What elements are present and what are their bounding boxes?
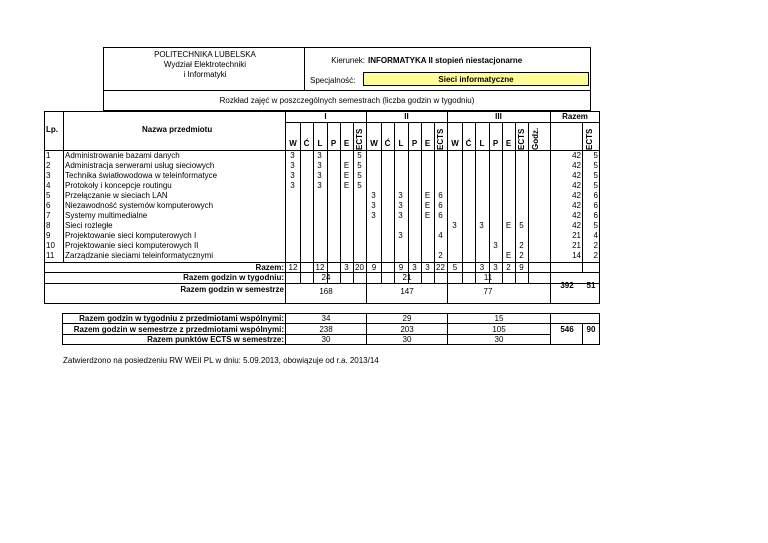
row-s1-ects: 5	[357, 151, 362, 160]
row-s2-w: 3	[371, 211, 376, 220]
row-lp: 2	[46, 161, 51, 170]
col-sem2: II	[404, 112, 409, 121]
row-ects: 5	[593, 181, 598, 190]
row-s3-l: 3	[479, 221, 484, 230]
s2-l-head: L	[398, 139, 404, 148]
col-sem1: I	[324, 112, 327, 121]
row-s3-ects: 2	[519, 251, 524, 260]
row-ects: 6	[593, 191, 598, 200]
rozklad-caption: Rozkład zajęć w poszczególnych semestrach (liczba godzin w tygodniu)	[219, 96, 475, 105]
razem-ects-head: ECTS	[585, 128, 594, 150]
row-ects: 6	[593, 201, 598, 210]
s1-p-head: P	[330, 139, 337, 148]
row-name: Systemy multimedialne	[65, 211, 148, 220]
row-ects: 6	[593, 211, 598, 220]
c-s3-ects: 30	[494, 335, 504, 344]
row-lp: 9	[46, 231, 51, 240]
t-s2-ects: 22	[436, 263, 445, 272]
s1-w-head: W	[289, 139, 297, 148]
t-s3-p: 3	[493, 263, 498, 272]
row-s2-l: 3	[398, 211, 403, 220]
row-godz: 21	[572, 231, 581, 240]
row-name: Administrowanie bazami danych	[65, 151, 180, 160]
s2-e-head: E	[424, 139, 431, 148]
col-nazwa: Nazwa przedmiotu	[142, 125, 213, 134]
t-s3-semestr: 77	[483, 287, 493, 296]
row-lp: 4	[46, 181, 51, 190]
row-lp: 10	[46, 241, 55, 250]
s3-l-head: L	[479, 139, 485, 148]
t-s1-semestr: 168	[319, 287, 333, 296]
c-s1-ects: 30	[321, 335, 331, 344]
row-s1-l: 3	[317, 171, 322, 180]
t-s2-p: 3	[412, 263, 417, 272]
row-s3-ects: 2	[519, 241, 524, 250]
row-ects: 5	[593, 161, 598, 170]
common-tydzien-label: Razem godzin w tygodniu z przedmiotami wspólnymi:	[79, 314, 284, 323]
c-godz: 546	[560, 325, 574, 334]
specjalnosc-label: Specjalność:	[310, 76, 356, 85]
row-godz: 42	[572, 201, 581, 210]
row-s1-e: E	[343, 161, 350, 170]
row-name: Przełączanie w sieciach LAN	[65, 191, 168, 200]
row-s2-ects: 6	[438, 201, 443, 210]
row-s1-ects: 5	[357, 161, 362, 170]
row-s2-w: 3	[371, 201, 376, 210]
row-s1-l: 3	[317, 151, 322, 160]
row-s3-w: 3	[452, 221, 457, 230]
row-godz: 42	[572, 221, 581, 230]
t-s2-l: 9	[398, 263, 404, 272]
t-s1-p: 3	[344, 263, 349, 272]
row-s2-e: E	[424, 201, 431, 210]
row-s2-ects: 6	[438, 211, 443, 220]
c-s1-semestr: 238	[319, 325, 333, 334]
row-s1-l: 3	[317, 161, 322, 170]
row-s3-e: E	[505, 221, 512, 230]
row-godz: 42	[572, 191, 581, 200]
row-ects: 2	[593, 241, 598, 250]
col-sem3: III	[495, 112, 502, 121]
row-s2-e: E	[424, 191, 431, 200]
row-s1-ects: 5	[357, 181, 362, 190]
row-name: Niezawodność systemów komputerowych	[65, 201, 214, 210]
row-s1-w: 3	[290, 151, 295, 160]
row-name: Sieci rozległe	[65, 221, 113, 230]
t-s3-tydzien: 11	[483, 273, 493, 282]
row-ects: 2	[593, 251, 598, 260]
university-name: POLITECHNIKA LUBELSKA	[154, 50, 256, 59]
row-lp: 1	[46, 151, 51, 160]
row-s1-w: 3	[290, 161, 295, 170]
kierunek-value: INFORMATYKA II stopień niestacjonarne	[368, 56, 523, 65]
t-s3-e: 2	[506, 263, 511, 272]
t-s1-ects: 20	[355, 263, 364, 272]
row-ects: 5	[593, 171, 598, 180]
row-s3-ects: 5	[519, 221, 524, 230]
t-s2-tydzien: 21	[402, 273, 412, 282]
row-godz: 42	[572, 151, 581, 160]
row-lp: 7	[46, 211, 51, 220]
s3-p-head: P	[492, 139, 499, 148]
t-s3-l: 3	[479, 263, 485, 272]
s3-e-head: E	[505, 139, 512, 148]
col-razem: Razem	[562, 112, 588, 121]
common-ects-label: Razem punktów ECTS w semestrze:	[147, 335, 284, 344]
tydzien-label: Razem godzin w tygodniu:	[183, 273, 284, 282]
faculty-line1: Wydział Elektrotechniki	[163, 60, 247, 69]
row-ects: 5	[593, 151, 598, 160]
row-name: Technika światłowodowa w teleinformatyce	[65, 171, 218, 180]
s1-l-head: L	[317, 139, 323, 148]
row-godz: 42	[572, 181, 581, 190]
row-s2-l: 3	[398, 201, 403, 210]
row-s2-l: 3	[398, 191, 403, 200]
t-s3-ects: 9	[519, 263, 524, 272]
row-name: Administracja serwerami usług sieciowych	[65, 161, 215, 170]
row-name: Projektowanie sieci komputerowych II	[65, 241, 199, 250]
c-s2-semestr: 203	[400, 325, 414, 334]
footer-note: Zatwierdzono na posiedzeniu RW WEiI PL w dniu: 5.09.2013, obowiązuje od r.a. 2013/14	[63, 356, 379, 365]
row-s2-ects: 2	[438, 251, 443, 260]
c-s2-ects: 30	[402, 335, 412, 344]
faculty-line2: i Informatyki	[183, 70, 227, 79]
s2-w-head: W	[370, 139, 378, 148]
s3-c-head: Ć	[465, 139, 472, 148]
c-s3-semestr: 105	[492, 325, 506, 334]
row-lp: 6	[46, 201, 51, 210]
specjalnosc-value: Sieci informatyczne	[363, 72, 589, 86]
row-lp: 8	[46, 221, 51, 230]
row-s1-l: 3	[317, 181, 322, 190]
row-s2-ects: 4	[438, 231, 443, 240]
row-s1-w: 3	[290, 181, 295, 190]
row-ects: 5	[593, 221, 598, 230]
row-s1-e: E	[343, 181, 350, 190]
s1-ects-head: ECTS	[355, 128, 364, 150]
t-s2-w: 9	[371, 263, 377, 272]
row-godz: 42	[572, 161, 581, 170]
s2-ects-head: ECTS	[436, 128, 445, 150]
row-s2-e: E	[424, 211, 431, 220]
t-ects: 51	[586, 281, 596, 290]
kierunek-label: Kierunek:	[331, 56, 365, 65]
t-s2-e: 3	[425, 263, 430, 272]
c-ects: 90	[586, 325, 596, 334]
row-godz: 21	[572, 241, 581, 250]
c-s3-tydzien: 15	[494, 314, 504, 323]
razem-godz-head: Godz.	[531, 127, 540, 150]
row-s1-ects: 5	[357, 171, 362, 180]
row-s2-l: 3	[398, 231, 403, 240]
t-s1-l: 12	[315, 263, 325, 272]
row-s1-e: E	[343, 171, 350, 180]
row-lp: 3	[46, 171, 51, 180]
s2-c-head: Ć	[384, 139, 391, 148]
row-ects: 4	[593, 231, 598, 240]
t-s3-w: 5	[452, 263, 458, 272]
row-s1-w: 3	[290, 171, 295, 180]
row-lp: 11	[46, 251, 55, 260]
s1-e-head: E	[343, 139, 350, 148]
row-name: Protokoły i koncepcje routingu	[65, 181, 172, 190]
semestr-label: Razem godzin w semestrze	[180, 285, 284, 294]
row-name: Zarządzanie sieciami teleinformatycznymi	[65, 251, 214, 260]
row-s3-p: 3	[493, 241, 498, 250]
t-s1-tydzien: 24	[321, 273, 331, 282]
s2-p-head: P	[411, 139, 418, 148]
row-godz: 14	[572, 251, 581, 260]
row-name: Projektowanie sieci komputerowych I	[65, 231, 197, 240]
s3-ects-head: ECTS	[517, 128, 526, 150]
row-lp: 5	[46, 191, 51, 200]
t-s1-w: 12	[288, 263, 298, 272]
razem-label: Razem:	[255, 263, 284, 272]
col-lp: Lp.	[46, 125, 58, 134]
s1-c-head: Ć	[303, 139, 310, 148]
t-godz: 392	[560, 281, 574, 290]
row-s3-e: E	[505, 251, 512, 260]
row-s2-ects: 6	[438, 191, 443, 200]
c-s1-tydzien: 34	[321, 314, 331, 323]
common-semestr-label: Razem godzin w semestrze z przedmiotami wspólnymi:	[73, 325, 284, 334]
row-godz: 42	[572, 171, 581, 180]
row-godz: 42	[572, 211, 581, 220]
c-s2-tydzien: 29	[402, 314, 412, 323]
row-s2-w: 3	[371, 191, 376, 200]
s3-w-head: W	[451, 139, 459, 148]
t-s2-semestr: 147	[400, 287, 414, 296]
